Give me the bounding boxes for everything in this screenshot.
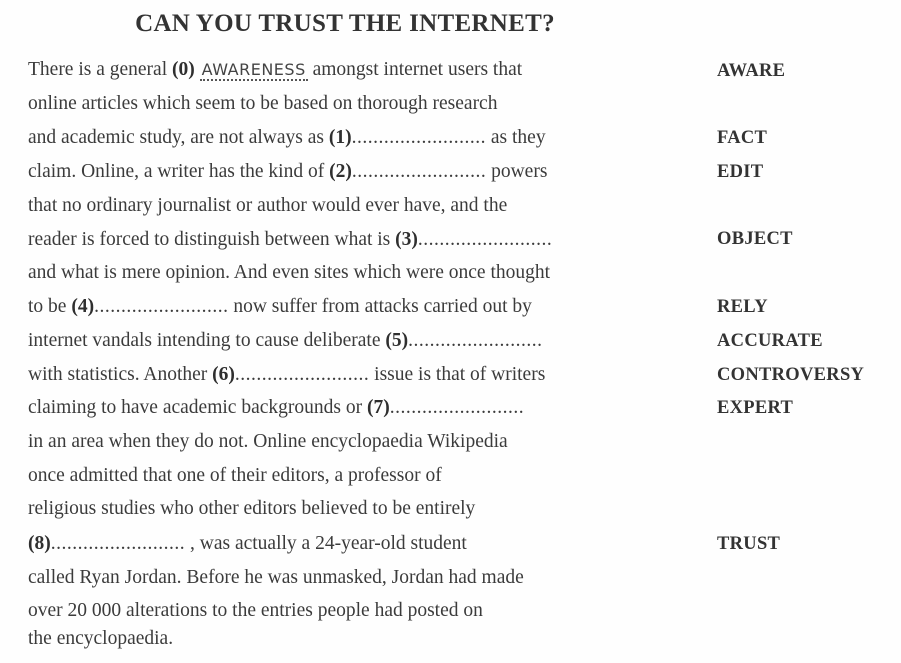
text-line — [28, 262, 550, 284]
stem-word: EXPERT — [717, 398, 794, 418]
text-line — [28, 364, 545, 386]
stem-word: OBJECT — [717, 229, 793, 249]
line-text: to be — [28, 296, 72, 317]
text-line — [28, 195, 507, 217]
line-text: now suffer from attacks carried out by — [228, 296, 532, 317]
gap-number: (7) — [366, 397, 390, 418]
text-line — [28, 628, 173, 650]
stem-word: EDIT — [717, 162, 764, 182]
text-line — [28, 498, 475, 520]
line-text: online articles which seem to be based on thorough research — [28, 93, 498, 114]
line-text: , was actually a 24-year-old student — [185, 533, 467, 554]
text-line — [28, 465, 442, 487]
stem-word: ACCURATE — [717, 331, 823, 351]
gap-number: (0) — [172, 59, 195, 80]
text-line — [28, 397, 524, 419]
line-text: claiming to have academic backgrounds or — [28, 397, 367, 418]
line-text: as they — [486, 127, 546, 148]
page-title: CAN YOU TRUST THE INTERNET? — [135, 10, 555, 37]
line-text: the encyclopaedia. — [28, 628, 174, 649]
text-line — [28, 431, 508, 453]
line-text: amongst internet users that — [307, 59, 523, 80]
stem-word: FACT — [717, 128, 768, 148]
answer-gap[interactable]: ......................... — [234, 364, 370, 385]
text-line — [28, 296, 532, 318]
line-text: in an area when they do not. Online encyclopaedia Wikipedia — [28, 431, 508, 452]
line-text: claim. Online, a writer has the kind of — [28, 161, 330, 182]
line-text: internet vandals intending to cause deliberate — [28, 330, 386, 351]
line-text: called Ryan Jordan. Before he was unmasked, Jordan had made — [28, 567, 524, 588]
answer-gap[interactable]: ......................... — [351, 161, 487, 182]
gap-number: (3) — [395, 229, 418, 250]
line-text: powers — [486, 161, 548, 182]
text-line — [28, 533, 467, 555]
answer-gap[interactable]: ......................... — [408, 330, 543, 351]
gap-number: (4) — [71, 296, 95, 317]
text-line — [28, 127, 546, 149]
gap-number: (2) — [329, 161, 352, 182]
line-text: once admitted that one of their editors, a professor of — [28, 465, 442, 486]
gap-number: (1) — [328, 127, 352, 148]
text-line — [28, 600, 483, 622]
stem-word: CONTROVERSY — [717, 365, 865, 385]
line-text: reader is forced to distinguish between what is — [28, 229, 396, 250]
line-text: that no ordinary journalist or author would ever have, and the — [28, 195, 508, 216]
gap-number: (8) — [28, 533, 51, 554]
answer-gap[interactable]: ......................... — [389, 397, 525, 418]
line-text: and academic study, are not always as — [28, 127, 329, 148]
stem-word: TRUST — [717, 534, 781, 554]
line-text: There is a general — [28, 59, 173, 80]
stem-word: RELY — [717, 297, 768, 317]
gap-number: (5) — [385, 330, 409, 351]
line-text: issue is that of writers — [369, 364, 546, 385]
text-line — [28, 330, 543, 352]
text-line — [28, 59, 522, 81]
text-line — [28, 567, 524, 589]
stem-word: AWARE — [717, 61, 786, 81]
answer-gap[interactable]: ......................... — [417, 229, 553, 250]
text-line — [28, 93, 497, 115]
answer-gap[interactable]: ......................... — [94, 296, 229, 317]
line-text: religious studies who other editors believed to be entirely — [28, 498, 476, 519]
line-text: over 20 000 alterations to the entries people had posted on — [28, 600, 483, 621]
line-text: with statistics. Another — [28, 364, 213, 385]
example-answer: AWARENESS — [201, 60, 306, 79]
line-text: and what is mere opinion. And even sites which were once thought — [28, 262, 551, 283]
text-line — [28, 161, 547, 183]
answer-gap[interactable]: ......................... — [351, 127, 486, 148]
answer-gap[interactable]: ......................... — [50, 533, 186, 554]
gap-number: (6) — [212, 364, 235, 385]
text-line — [28, 229, 552, 251]
